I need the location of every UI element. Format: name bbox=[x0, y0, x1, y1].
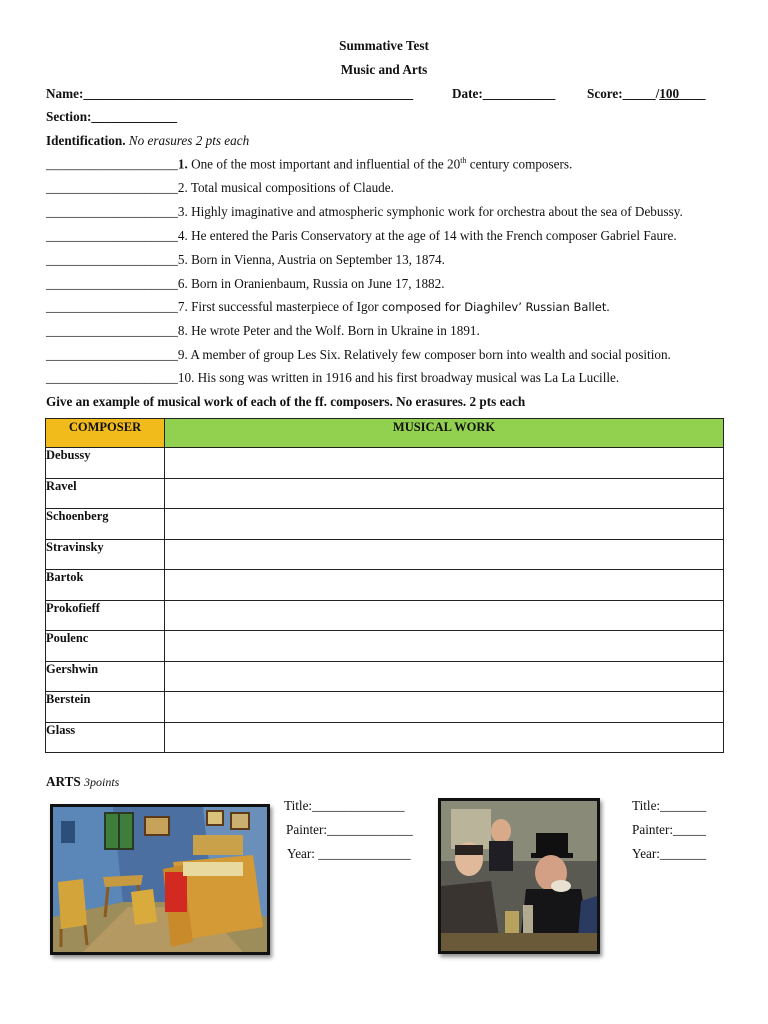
right-title-field[interactable]: Title:_______ bbox=[632, 798, 707, 813]
composer-name-cell: Debussy bbox=[46, 448, 165, 479]
musical-work-column-header: MUSICAL WORK bbox=[165, 419, 724, 448]
item-number: 3. bbox=[177, 204, 188, 219]
name-field[interactable]: Name:__________________________________________________ bbox=[46, 86, 414, 101]
answer-blank[interactable]: ____________________ bbox=[46, 252, 178, 267]
item-text: Total musical compositions of Claude. bbox=[187, 180, 394, 195]
item-number: 4. bbox=[177, 228, 188, 243]
answer-blank[interactable]: ____________________ bbox=[46, 156, 178, 172]
right-painter-field[interactable]: Painter:_____ bbox=[632, 822, 706, 837]
musical-work-answer-cell[interactable] bbox=[165, 570, 724, 601]
bedroom-painting bbox=[50, 804, 270, 955]
composer-name-cell: Schoenberg bbox=[46, 509, 165, 540]
answer-blank[interactable]: ____________________ bbox=[46, 299, 178, 314]
item-text-sans: composed for Diaghilev’ Russian Ballet bbox=[381, 300, 607, 314]
item-text: Born in Vienna, Austria on September 13, 1874. bbox=[187, 252, 445, 267]
identification-instruction: No erasures 2 pts each bbox=[128, 133, 250, 148]
composer-row bbox=[46, 661, 724, 692]
composer-row bbox=[46, 692, 724, 723]
left-painter-field[interactable]: Painter:_____________ bbox=[286, 822, 413, 837]
musical-work-answer-cell[interactable] bbox=[165, 448, 724, 479]
answer-blank[interactable]: ____________________ bbox=[46, 276, 178, 291]
score-prefix: Score:_____/ bbox=[587, 86, 660, 101]
identification-item bbox=[46, 156, 572, 172]
item-number: 2. bbox=[177, 180, 188, 195]
answer-blank[interactable]: ____________________ bbox=[46, 370, 178, 385]
item-superscript: th bbox=[460, 156, 467, 165]
arts-points: 3points bbox=[84, 775, 120, 789]
score-suffix: ____ bbox=[679, 86, 706, 101]
musical-work-answer-cell[interactable] bbox=[165, 600, 724, 631]
identification-heading bbox=[46, 133, 249, 149]
item-text: Born in Oranienbaum, Russia on June 17, 1882. bbox=[187, 276, 445, 291]
right-year-field[interactable]: Year:_______ bbox=[632, 846, 707, 861]
composer-column-header: COMPOSER bbox=[46, 419, 165, 448]
composer-row bbox=[46, 478, 724, 509]
answer-blank[interactable]: ____________________ bbox=[46, 204, 178, 219]
composer-name-cell: Berstein bbox=[46, 692, 165, 723]
composer-name-cell: Glass bbox=[46, 722, 165, 753]
item-number: 7. bbox=[177, 299, 188, 314]
musical-work-answer-cell[interactable] bbox=[165, 722, 724, 753]
composer-name-cell: Ravel bbox=[46, 478, 165, 509]
item-number: 9. bbox=[177, 347, 188, 362]
item-text-end: . bbox=[606, 299, 610, 314]
answer-blank[interactable]: ____________________ bbox=[46, 347, 178, 362]
musical-work-answer-cell[interactable] bbox=[165, 478, 724, 509]
item-text: First successful masterpiece of Igor bbox=[187, 299, 382, 314]
score-total: 100 bbox=[659, 86, 680, 101]
table-header-row bbox=[46, 419, 724, 448]
composer-row bbox=[46, 509, 724, 540]
arts-heading bbox=[46, 774, 119, 790]
composer-row bbox=[46, 722, 724, 753]
identification-item bbox=[46, 347, 671, 363]
composer-name-cell: Bartok bbox=[46, 570, 165, 601]
score-field[interactable] bbox=[587, 86, 705, 102]
identification-item bbox=[46, 252, 445, 268]
musical-work-answer-cell[interactable] bbox=[165, 661, 724, 692]
musical-work-answer-cell[interactable] bbox=[165, 692, 724, 723]
item-text: He entered the Paris Conservatory at the age of 14 with the French composer Gabriel Faure. bbox=[187, 228, 677, 243]
item-text-end: century composers. bbox=[466, 156, 573, 172]
answer-blank[interactable]: ____________________ bbox=[46, 180, 178, 195]
left-title-field[interactable]: Title:______________ bbox=[284, 798, 405, 813]
identification-item bbox=[46, 228, 677, 244]
test-subtitle: Music and Arts bbox=[340, 62, 428, 77]
identification-label: Identification. bbox=[46, 133, 126, 148]
item-number: 8. bbox=[177, 323, 188, 338]
composer-name-cell: Stravinsky bbox=[46, 539, 165, 570]
answer-blank[interactable]: ____________________ bbox=[46, 323, 178, 338]
musical-work-answer-cell[interactable] bbox=[165, 509, 724, 540]
identification-item bbox=[46, 276, 445, 292]
identification-item bbox=[46, 323, 480, 339]
item-text: Highly imaginative and atmospheric symphonic work for orchestra about the sea of Debussy. bbox=[187, 204, 683, 219]
composer-table bbox=[45, 418, 724, 753]
arts-label: ARTS bbox=[46, 774, 81, 789]
left-year-field[interactable]: Year: ______________ bbox=[287, 846, 411, 861]
composer-name-cell: Gershwin bbox=[46, 661, 165, 692]
item-text: His song was written in 1916 and his first broadway musical was La La Lucille. bbox=[194, 370, 620, 385]
test-title: Summative Test bbox=[339, 38, 429, 53]
item-number: 6. bbox=[177, 276, 188, 291]
composer-name-cell: Poulenc bbox=[46, 631, 165, 662]
musical-work-answer-cell[interactable] bbox=[165, 631, 724, 662]
composer-row bbox=[46, 539, 724, 570]
section-field[interactable]: Section:_____________ bbox=[46, 109, 178, 124]
musical-work-answer-cell[interactable] bbox=[165, 539, 724, 570]
identification-item bbox=[46, 370, 619, 386]
composer-row bbox=[46, 570, 724, 601]
identification-item bbox=[46, 204, 683, 220]
item-number: 1. bbox=[177, 156, 188, 172]
item-number: 10. bbox=[177, 370, 195, 385]
item-text: One of the most important and influential of the 20 bbox=[187, 156, 461, 172]
identification-item bbox=[46, 299, 610, 315]
cafe-concert-painting bbox=[438, 798, 600, 954]
composer-row bbox=[46, 600, 724, 631]
answer-blank[interactable]: ____________________ bbox=[46, 228, 178, 243]
composer-row bbox=[46, 448, 724, 479]
table-instruction: Give an example of musical work of each of the ff. composers. No erasures. 2 pts each bbox=[46, 394, 526, 409]
item-number: 5. bbox=[177, 252, 188, 267]
item-text: A member of group Les Six. Relatively few composer born into wealth and social position. bbox=[187, 347, 671, 362]
composer-name-cell: Prokofieff bbox=[46, 600, 165, 631]
date-field[interactable]: Date:___________ bbox=[452, 86, 556, 101]
identification-item bbox=[46, 180, 394, 196]
item-text: He wrote Peter and the Wolf. Born in Ukraine in 1891. bbox=[187, 323, 480, 338]
composer-row bbox=[46, 631, 724, 662]
